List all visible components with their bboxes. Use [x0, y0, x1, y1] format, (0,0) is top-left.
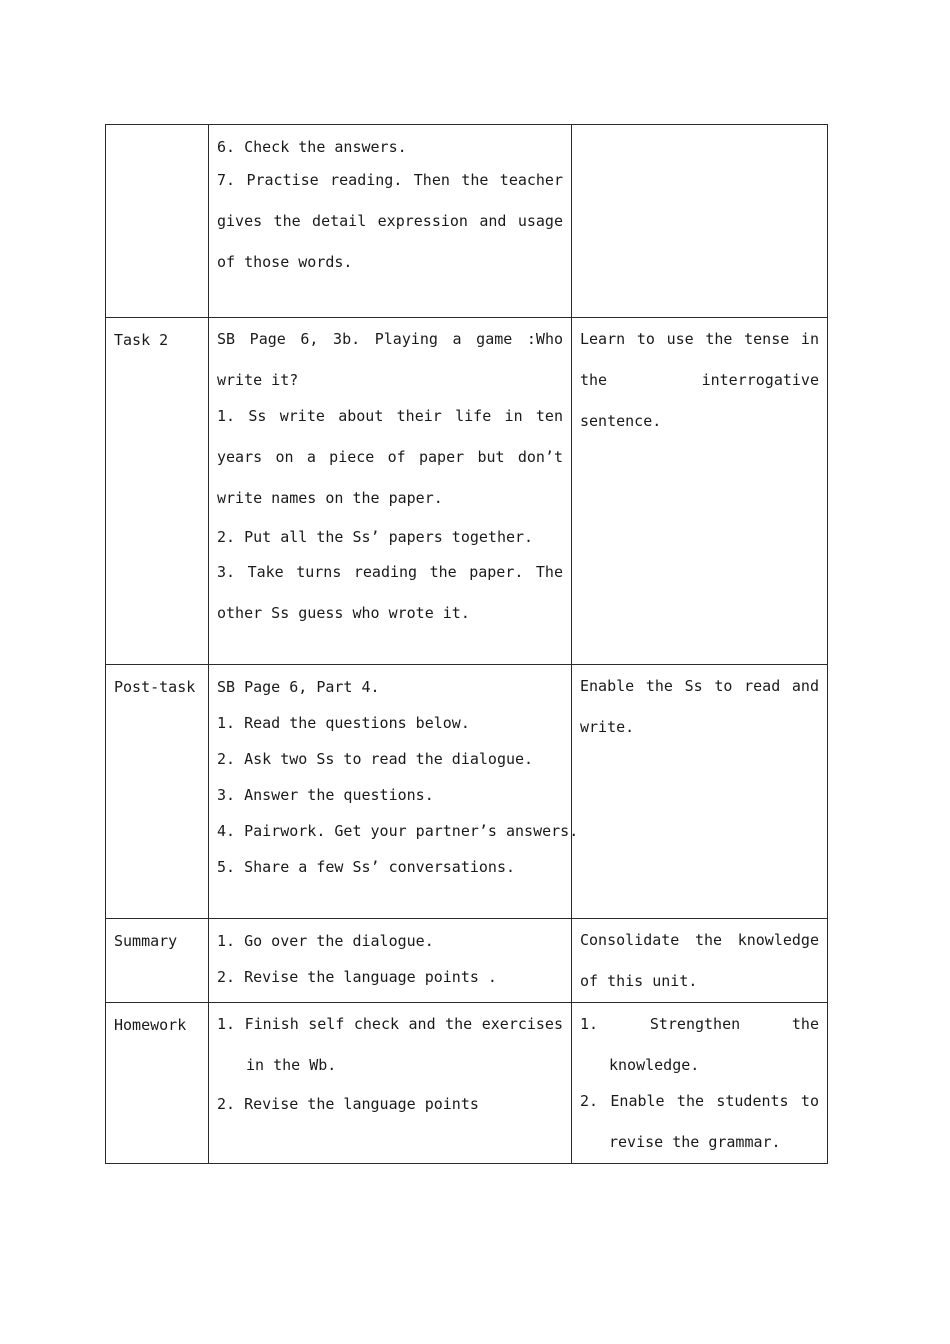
stage-label: Task 2	[114, 331, 169, 349]
aim-item: 2. Enable the students to revise the grammar.	[580, 1092, 819, 1151]
stage-cell	[106, 1003, 209, 1164]
activity-cell	[209, 125, 572, 318]
activity-item: 3. Take turns reading the paper. The other Ss guess who wrote it.	[217, 563, 563, 622]
activity-cell	[209, 665, 579, 919]
activity-item: 7. Practise reading. Then the teacher gives the detail expression and usage of those words.	[217, 171, 563, 271]
stage-cell	[106, 318, 209, 665]
stage-label: Summary	[114, 932, 178, 950]
aim-cell	[572, 318, 828, 665]
stage-cell	[106, 125, 209, 318]
activity-item: 1. Finish self check and the exercises in the Wb.	[217, 1015, 563, 1074]
aim-item: 1. Strengthen the knowledge.	[580, 1015, 819, 1074]
aim-cell	[572, 125, 828, 318]
activity-item: SB Page 6, 3b. Playing a game :Who write it?	[217, 330, 563, 389]
aim-cell	[572, 665, 828, 919]
aim-item: Learn to use the tense in the interrogative sentence.	[580, 330, 819, 430]
activity-item: 1. Ss write about their life in ten years on a piece of paper but don’t write names on the paper.	[217, 407, 563, 507]
activity-item: 4. Pairwork. Get your partner’s answers.	[217, 822, 579, 840]
activity-item: 5. Share a few Ss’ conversations.	[217, 858, 516, 876]
activity-item: SB Page 6, Part 4.	[217, 678, 380, 696]
table-row	[106, 1003, 828, 1164]
table-row	[106, 665, 828, 919]
stage-label: Homework	[114, 1016, 187, 1034]
aim-item: Enable the Ss to read and write.	[580, 677, 819, 736]
aim-item: Consolidate the knowledge of this unit.	[580, 931, 819, 990]
activity-cell	[209, 919, 572, 1003]
table-row	[106, 919, 828, 1003]
stage-label: Post-task	[114, 678, 196, 696]
activity-item: 1. Go over the dialogue.	[217, 932, 434, 950]
activity-item: 3. Answer the questions.	[217, 786, 434, 804]
stage-cell	[106, 919, 209, 1003]
stage-cell	[106, 665, 209, 919]
activity-item: 2. Put all the Ss’ papers together.	[217, 528, 534, 546]
activity-cell	[209, 318, 572, 665]
aim-cell	[572, 919, 828, 1003]
activity-item: 2. Ask two Ss to read the dialogue.	[217, 750, 534, 768]
activity-item: 2. Revise the language points	[217, 1095, 479, 1113]
activity-item: 1. Read the questions below.	[217, 714, 470, 732]
activity-item: 2. Revise the language points .	[217, 968, 497, 986]
activity-cell	[209, 1003, 572, 1164]
table-row	[106, 125, 828, 318]
table-row	[106, 318, 828, 665]
activity-item: 6. Check the answers.	[217, 138, 407, 156]
aim-cell	[572, 1003, 828, 1164]
lesson-plan-table	[105, 124, 828, 1164]
